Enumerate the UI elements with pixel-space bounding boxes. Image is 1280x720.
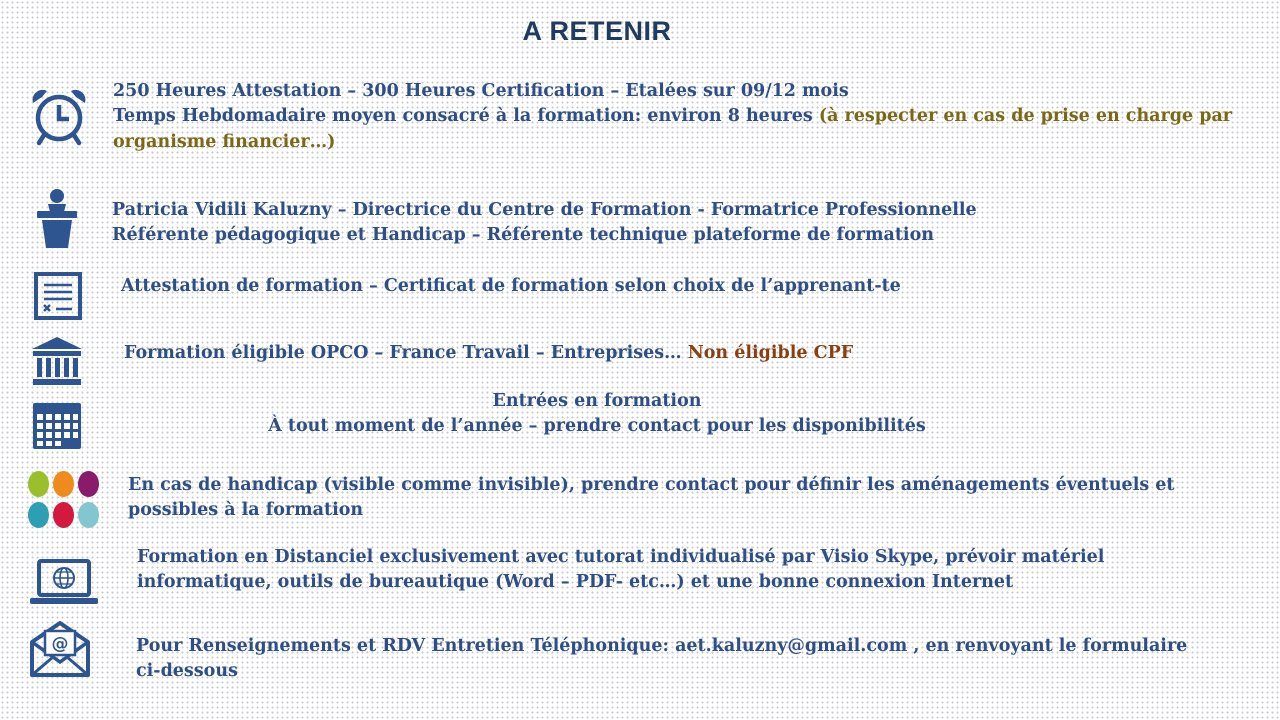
trainer-name: Patricia Vidili Kaluzny – Directrice du Centre de Formation - Formatrice Professionnelle (112, 200, 977, 220)
entries-title: Entrées en formation (492, 391, 702, 411)
distance-learning-line-continued: informatique, outils de bureautique (Word – PDF- etc…) et une bonne connexion Internet (137, 572, 1014, 592)
svg-text:@: @ (51, 634, 69, 654)
chronic-illness-icon (78, 502, 99, 528)
contact-line: Pour Renseignements et RDV Entretien Téléphonique: aet.kaluzny@gmail.com , en renvoyant le formulaire (136, 636, 1188, 656)
speaker-podium-icon (35, 188, 79, 250)
certificate-line: Attestation de formation – Certificat de formation selon choix de l’apprenant-te (121, 276, 901, 296)
alarm-clock-icon (30, 88, 88, 146)
entries-detail: À tout moment de l’année – prendre contact pour les disponibilités (268, 416, 926, 436)
brain-disability-icon (28, 471, 49, 497)
handicap-line-continued: possibles à la formation (128, 500, 364, 520)
funding-line (124, 341, 853, 366)
cpf-note: Non éligible CPF (687, 343, 854, 363)
calendar-icon (32, 402, 82, 450)
accessibility-icons (28, 471, 100, 529)
laptop-globe-icon (29, 559, 99, 605)
contact-line-continued: ci-dessous (136, 661, 238, 681)
mental-disability-icon (78, 471, 99, 497)
visual-disability-icon (28, 502, 49, 528)
bank-building-icon (31, 336, 83, 386)
email-envelope-icon (29, 620, 91, 678)
weekly-time-line (113, 104, 1232, 129)
funding-text: Formation éligible OPCO – France Travail – Entreprises… (124, 343, 688, 363)
weekly-time-note-continued: organisme financier…) (113, 132, 336, 152)
weekly-time-note: (à respecter en cas de prise en charge par (818, 106, 1232, 126)
page-title: A RETENIR (522, 16, 672, 46)
distance-learning-line: Formation en Distanciel exclusivement avec tutorat individualisé par Visio Skype, prévoir matériel (137, 547, 1105, 567)
duration-line: 250 Heures Attestation – 300 Heures Certification – Etalées sur 09/12 mois (113, 81, 849, 101)
trainer-roles: Référente pédagogique et Handicap – Référente technique plateforme de formation (112, 225, 934, 245)
handicap-line: En cas de handicap (visible comme invisible), prendre contact pour définir les aménagements éventuels et (128, 475, 1175, 495)
wheelchair-icon (53, 502, 74, 528)
weekly-time-text: Temps Hebdomadaire moyen consacré à la formation: environ 8 heures (113, 106, 819, 126)
hearing-disability-icon (53, 471, 74, 497)
certificate-icon (34, 272, 82, 320)
